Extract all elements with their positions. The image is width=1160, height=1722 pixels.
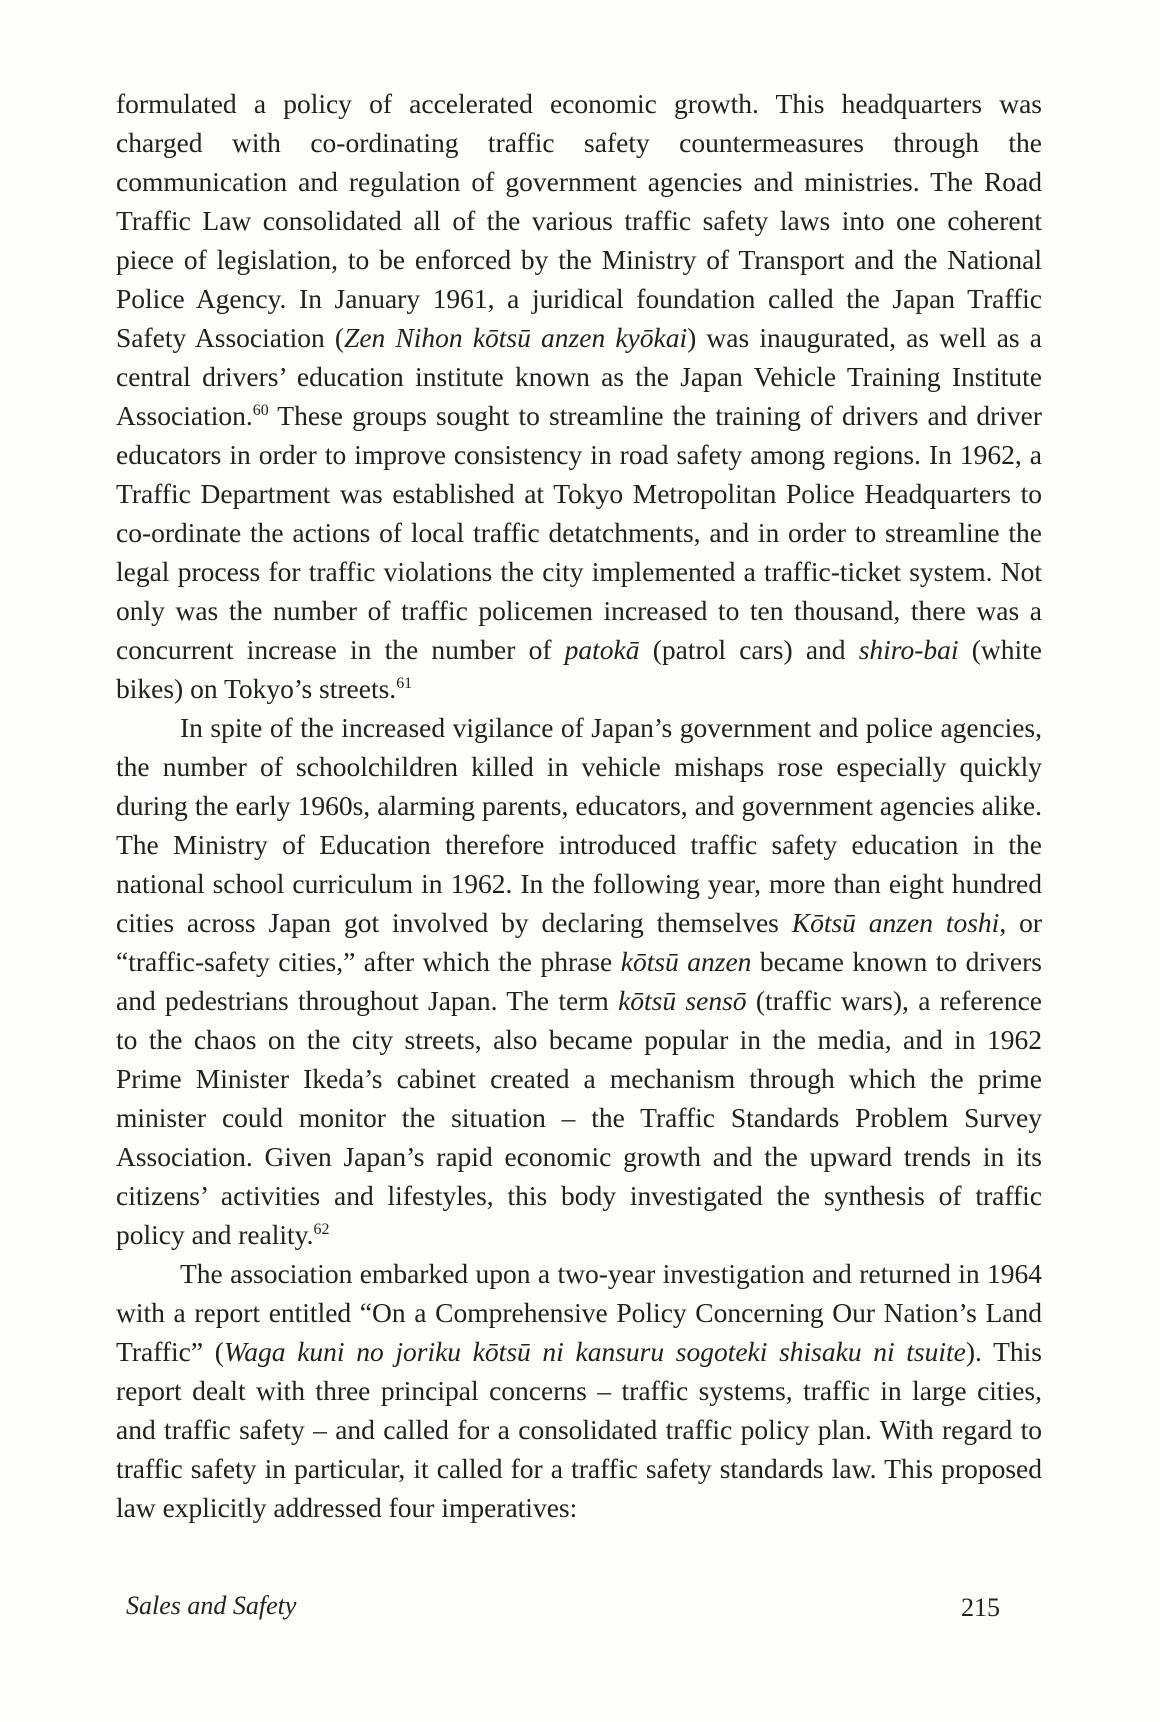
italic-run: Waga kuni no joriku kōtsū ni kansuru sogoteki shisaku ni tsuite xyxy=(223,1336,966,1367)
text-run: ) was inaugurated, as well as a central drivers’ education institute known as the Japan Vehicle Training Institute Association. xyxy=(116,322,1042,431)
text-run: In spite of the increased vigilance of Japan’s government and police agencies, the number of schoolchildren killed in vehicle mishaps rose especially quickly during the early 1960s, alarming parents, educators, and government agencies alike. The Ministry of Education therefore introduced traffic safety education in the national school curriculum in 1962. In the following year, more than eight hundred cities across Japan got involved by declaring themselves xyxy=(116,712,1042,938)
text-run: formulated a policy of accelerated economic growth. This headquarters was charged with co-ordinating traffic safety countermeasures through the communication and regulation of government agencies and ministries. The Road Traffic Law consolidated all of the various traffic safety laws into one coherent piece of legislation, to be enforced by the Ministry of Transport and the National Police Agency. In January 1961, a juridical foundation called the Japan Traffic Safety Association ( xyxy=(116,88,1042,353)
text-run: (white bikes) on Tokyo’s streets. xyxy=(116,634,1042,704)
text-run: (traffic wars), a reference to the chaos on the city streets, also became popular in the media, and in 1962 Prime Minister Ikeda’s cabinet created a mechanism through which the prime minister could monitor the situation – the Traffic Standards Problem Survey Association. Given Japan’s rapid economic growth and the upward trends in its citizens’ activities and lifestyles, this body investigated the synthesis of traffic policy and reality. xyxy=(116,985,1042,1250)
italic-run: shiro-bai xyxy=(858,634,959,665)
paragraph xyxy=(116,708,1042,1254)
text-run: (patrol cars) and xyxy=(639,634,859,665)
italic-run: Kōtsū anzen toshi xyxy=(791,907,1000,938)
page-number: 215 xyxy=(961,1593,1000,1622)
italic-run: kōtsū sensō xyxy=(618,985,747,1016)
text-run: , or “traffic-safety cities,” after which the phrase xyxy=(116,907,1042,977)
footnote-ref: 62 xyxy=(313,1220,330,1238)
paragraph xyxy=(116,1254,1042,1527)
running-title: Sales and Safety xyxy=(126,1591,297,1620)
footnote-ref: 60 xyxy=(252,401,269,419)
italic-run: kōtsū anzen xyxy=(620,946,752,977)
text-block xyxy=(116,84,1042,1527)
text-run: The association embarked upon a two-year investigation and returned in 1964 with a report entitled “On a Comprehensive Policy Concerning Our Nation’s Land Traffic” ( xyxy=(116,1258,1042,1367)
text-run: These groups sought to streamline the training of drivers and driver educators in order to improve consistency in road safety among regions. In 1962, a Traffic Department was established at Tokyo Metropolitan Police Headquarters to co-ordinate the actions of local traffic detatchments, and in order to streamline the legal process for traffic violations the city implemented a traffic-ticket system. Not only was the number of traffic policemen increased to ten thousand, there was a concurrent increase in the number of xyxy=(116,400,1042,665)
text-run: became known to drivers and pedestrians throughout Japan. The term xyxy=(116,946,1042,1016)
paragraph xyxy=(116,84,1042,708)
text-run: ). This report dealt with three principal concerns – traffic systems, traffic in large cities, and traffic safety – and called for a consolidated traffic policy plan. With regard to traffic safety in particular, it called for a traffic safety standards law. This proposed law explicitly addressed four imperatives: xyxy=(116,1336,1042,1523)
italic-run: Zen Nihon kōtsū anzen kyōkai xyxy=(344,322,688,353)
footnote-ref: 61 xyxy=(396,674,413,692)
italic-run: patokā xyxy=(564,634,640,665)
